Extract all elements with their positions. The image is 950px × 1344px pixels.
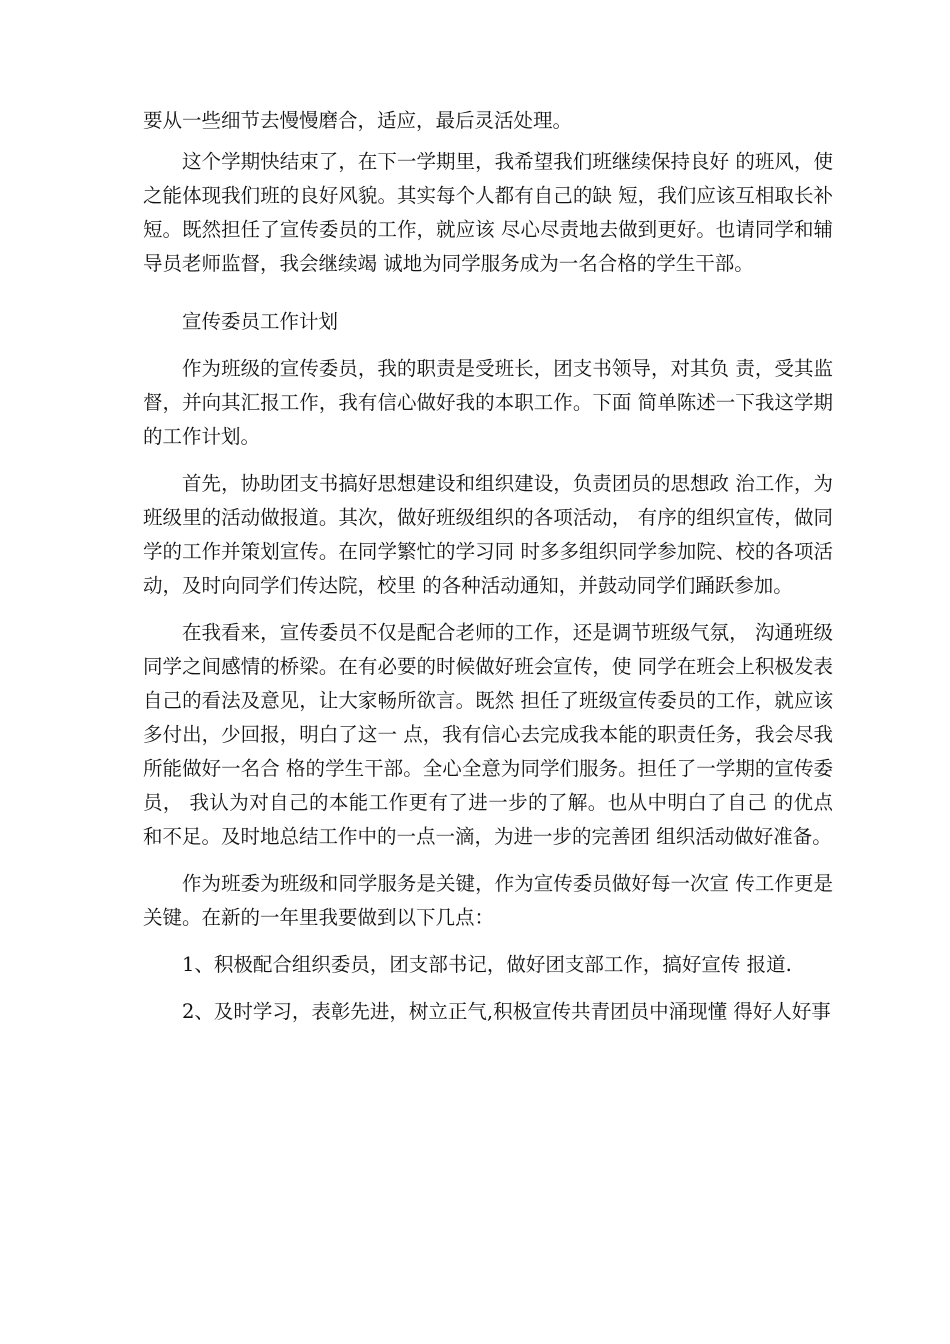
- section-title: 宣传委员工作计划: [182, 310, 339, 333]
- paragraph-1: 这个学期快结束了，在下一学期里，我希望我们班继续保持良好 的班风，使之能体现我们班的良好风貌。其实每个人都有自己的缺 短，我们应该互相取长补短。既然担任了宣传委员的工作，就应该 尽心尽责地去做到更好。也请同学和辅导员老师监督，我会继续竭 诚地为同学服务成为一名合格的学生干部。: [143, 150, 833, 275]
- document-body: [143, 104, 833, 1029]
- paragraph-5: 作为班委为班级和同学服务是关键，作为宣传委员做好每一次宣 传工作更是关键。在新的一年里我要做到以下几点：: [143, 872, 833, 929]
- paragraph-3: 首先，协助团支书搞好思想建设和组织建设，负责团员的思想政 治工作，为班级里的活动做报道。其次，做好班级组织的各项活动， 有序的组织宣传，做同学的工作并策划宣传。在同学繁忙的学习同 时多多组织同学参加院、校的各项活动，及时向同学们传达院，校里 的各种活动通知，并鼓动同学们踊跃参加。: [143, 472, 833, 597]
- list-item-1: 1、积极配合组织委员，团支部书记，做好团支部工作，搞好宣传 报道.: [182, 953, 792, 976]
- paragraph-4: 在我看来，宣传委员不仅是配合老师的工作，还是调节班级气氛， 沟通班级同学之间感情的桥梁。在有必要的时候做好班会宣传，使 同学在班会上积极发表自己的看法及意见，让大家畅所欲言。既然 担任了班级宣传委员的工作，就应该多付出，少回报，明白了这一 点，我有信心去完成我本能的职责任务，我会尽我所能做好一名合 格的学生干部。全心全意为同学们服务。担任了一学期的宣传委员， 我认为对自己的本能工作更有了进一步的了解。也从中明白了自己 的优点和不足。及时地总结工作中的一点一滴，为进一步的完善团 组织活动做好准备。: [143, 621, 833, 848]
- lead-line: 要从一些细节去慢慢磨合，适应，最后灵活处理。: [143, 109, 573, 132]
- paragraph-2: 作为班级的宣传委员，我的职责是受班长，团支书领导，对其负 责，受其监督，并向其汇报工作，我有信心做好我的本职工作。下面 简单陈述一下我这学期的工作计划。: [143, 357, 833, 448]
- list-item-2: 2、及时学习，表彰先进，树立正气,积极宣传共青团员中涌现懂 得好人好事: [182, 1000, 831, 1023]
